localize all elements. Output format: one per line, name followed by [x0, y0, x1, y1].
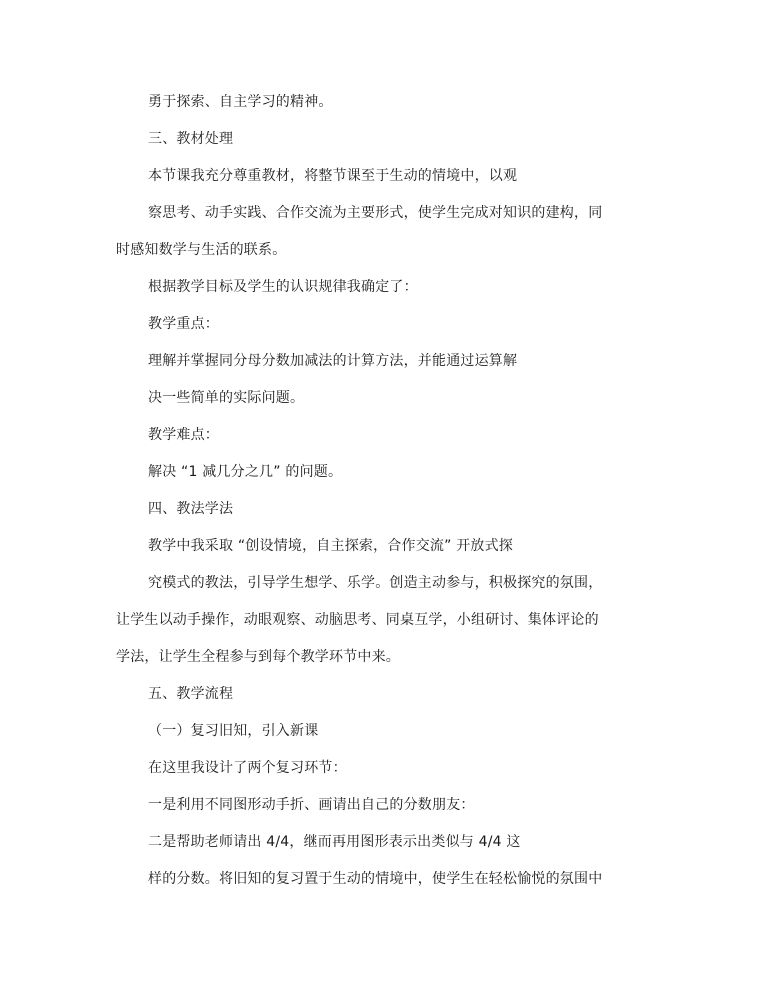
paragraph-line: 二是帮助老师请出 4/4，继而再用图形表示出类似与 4/4 这	[148, 834, 521, 850]
paragraph-line: 究模式的教法，引导学生想学、乐学。创造主动参与，积极探究的氛围，	[148, 575, 603, 591]
paragraph-line: 学法，让学生全程参与到每个教学环节中来。	[116, 649, 400, 665]
paragraph-line: 察思考、动手实践、合作交流为主要形式，使学生完成对知识的建构，同	[148, 205, 603, 221]
paragraph-line: 理解并掌握同分母分数加减法的计算方法，并能通过运算解	[148, 353, 518, 369]
subsection-heading: （一）复习旧知，引入新课	[148, 723, 319, 739]
subheading: 教学重点：	[148, 316, 219, 332]
section-heading: 三、教材处理	[148, 131, 234, 147]
paragraph-line: 决一些简单的实际问题。	[148, 390, 305, 406]
paragraph-line: 样的分数。将旧知的复习置于生动的情境中，使学生在轻松愉悦的氛围中	[148, 871, 603, 887]
paragraph-line: 本节课我充分尊重教材，将整节课至于生动的情境中，以观	[148, 168, 518, 184]
section-heading: 四、教法学法	[148, 501, 234, 517]
paragraph-line: 时感知数学与生活的联系。	[116, 242, 287, 258]
section-heading: 五、教学流程	[148, 686, 234, 702]
paragraph-line: 解决 “1 减几分之几” 的问题。	[148, 464, 343, 480]
paragraph-line: 在这里我设计了两个复习环节：	[148, 760, 347, 776]
subheading: 教学难点：	[148, 427, 219, 443]
paragraph-line: 教学中我采取 “创设情境，自主探索，合作交流” 开放式探	[148, 538, 514, 554]
paragraph-line: 让学生以动手操作，动眼观察、动脑思考、同桌互学，小组研讨、集体评论的	[116, 612, 599, 628]
paragraph-line: 根据教学目标及学生的认识规律我确定了：	[148, 279, 418, 295]
paragraph-line: 勇于探索、自主学习的精神。	[148, 94, 333, 110]
paragraph-line: 一是利用不同图形动手折、画请出自己的分数朋友：	[148, 797, 475, 813]
